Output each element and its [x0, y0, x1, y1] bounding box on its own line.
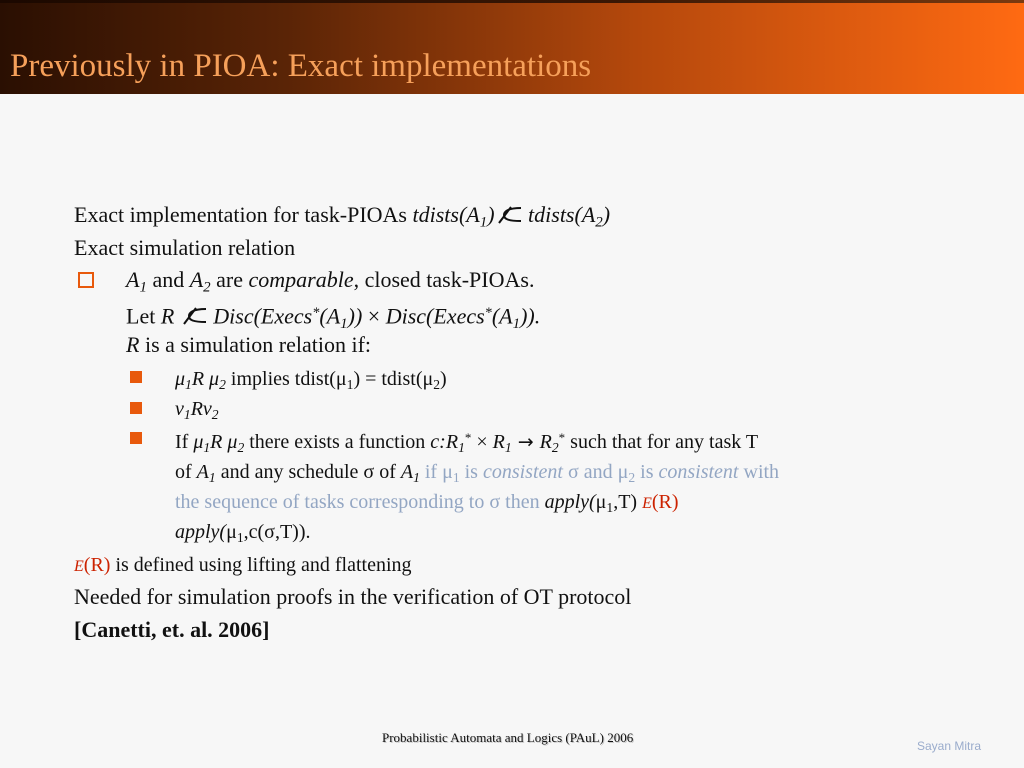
title-bar-top-line	[0, 0, 1024, 3]
ot-protocol-line: Needed for simulation proofs in the verification of OT protocol	[74, 584, 632, 609]
citation: [Canetti, et. al. 2006]	[74, 617, 270, 642]
function-condition-line-4: $apply(\mu_1,c(\sigma,T))$.	[175, 521, 311, 546]
function-condition-line-2: of $A_1$ and any schedule σ of $A_1$ if $\mu_1$ is consistent σ and $\mu_2$ is consistent with	[175, 460, 780, 485]
subset-relation-icon	[180, 304, 208, 326]
bullet-v1-r-v2: $v_1Rv_2$	[175, 398, 219, 423]
simulation-relation-if-line: R is a simulation relation if:	[126, 332, 372, 357]
exact-simulation-heading: Exact simulation relation	[74, 235, 296, 260]
title-bar	[0, 0, 1024, 94]
subset-relation-icon	[495, 203, 523, 225]
exact-implementation-text: Exact implementation for task-PIOAs	[74, 202, 413, 227]
hollow-square-bullet-icon	[78, 272, 94, 288]
function-condition-line-1: If $\mu_1R$ $\mu_2$ there exists a function $c:R_1^* \times R_1 \to R_2^*$ such that for any task T	[175, 430, 759, 455]
comparable-line: $A_1$ and $A_2$ are comparable, closed task-PIOAs.	[126, 267, 535, 296]
exact-implementation-line: Exact implementation for task-PIOAs $tdists(A_1)$ $tdists(A_2)$	[74, 202, 611, 231]
footer-author: Sayan Mitra	[917, 739, 982, 753]
let-relation-line: Let R $Disc(Execs^*(A_1))$ × $Disc(Execs^*(A_1))$.	[126, 303, 541, 332]
bullet-tdist-equality: $\mu_1R$ $\mu_2$ implies $tdist(\mu_1)$ = $tdist(\mu_2)$	[175, 368, 447, 393]
lifting-flattening-line: E(R) is defined using lifting and flattening	[74, 554, 412, 576]
bullet-function-condition	[175, 426, 779, 550]
square-bullet-icon	[130, 432, 142, 444]
square-bullet-icon	[130, 371, 142, 383]
square-bullet-icon	[130, 402, 142, 414]
footer-conference: Probabilistic Automata and Logics (PAuL) 2006	[382, 730, 634, 745]
function-condition-line-3: the sequence of tasks corresponding to σ then $apply(\mu_1,T)$ E(R)	[175, 491, 679, 516]
slide-title: Previously in PIOA: Exact implementations	[10, 48, 592, 84]
right-arrow-icon: →	[511, 430, 540, 453]
